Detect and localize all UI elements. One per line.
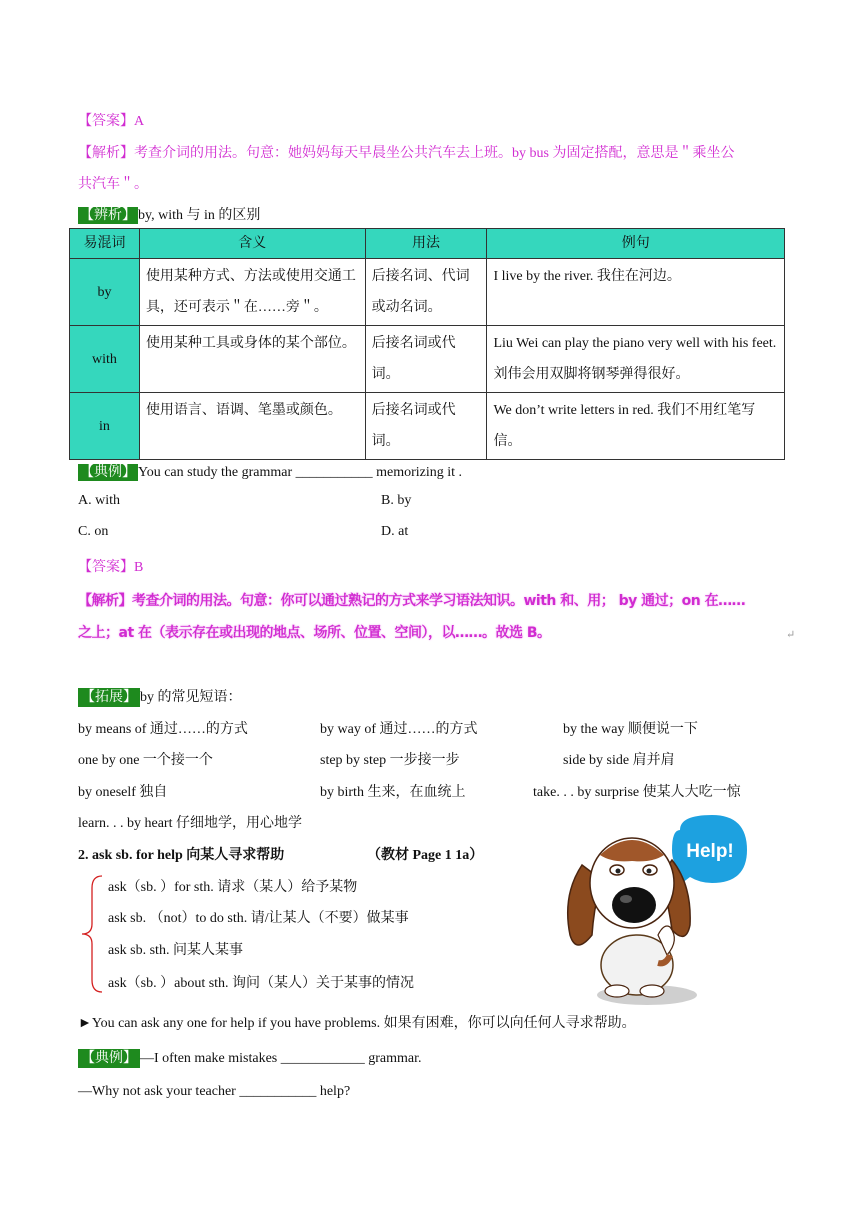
dianli-tag: 【典例】 <box>78 1049 140 1068</box>
ask-item: ask sb. sth. 问某人某事 <box>108 943 243 958</box>
dianli-1 <box>78 461 462 481</box>
table-header: 用法 <box>365 229 487 259</box>
curly-brace-icon <box>80 874 104 994</box>
section-2-title: 2. ask sb. for help 向某人寻求帮助 <box>78 848 285 863</box>
analysis-2-line2: 之上；at 在（表示存在或出现的地点、场所、位置、空间），以……。故选 B。 <box>78 625 551 641</box>
tuozhan-tag: 【拓展】 <box>78 688 140 707</box>
table-row <box>70 259 785 326</box>
table-header: 易混词 <box>70 229 140 259</box>
dianli-question: You can study the grammar ___________ memorizing it . <box>138 465 463 480</box>
ask-item: ask（sb. ）about sth. 询问（某人）关于某事的情况 <box>108 976 415 991</box>
option-c: C. on <box>78 524 109 539</box>
answer-tag: 【答案】 <box>78 114 134 129</box>
phrase: take. . . by surprise 使某人大吃一惊 <box>533 785 741 800</box>
ask-item: ask（sb. ）for sth. 请求（某人）给予某物 <box>108 880 358 895</box>
bianxi-heading <box>78 204 260 224</box>
analysis-1-line1: 【解析】考查介词的用法。句意：她妈妈每天早晨坐公共汽车去上班。by bus 为固定搭配，意思是＂乘坐公 <box>78 146 735 161</box>
table-cell-usage: 后接名词或代词。 <box>365 326 487 393</box>
phrase: by way of 通过……的方式 <box>320 722 478 737</box>
table-cell-meaning: 使用某种工具或身体的某个部位。 <box>139 326 365 393</box>
table-row <box>70 393 785 460</box>
table-cell-word: with <box>70 326 140 393</box>
bubble-text: Help! <box>686 841 734 862</box>
table-cell-word: by <box>70 259 140 326</box>
ask-item: ask sb. （not）to do sth. 请/让某人（不要）做某事 <box>108 911 409 926</box>
phrase: learn. . . by heart 仔细地学，用心地学 <box>78 816 302 831</box>
dianli-2-line1 <box>78 1047 422 1067</box>
bianxi-text: by, with 与 in 的区别 <box>138 208 261 223</box>
dog-help-illustration <box>562 815 752 1010</box>
example-sentence: ►You can ask any one for help if you have problems. 如果有困难，你可以向任何人寻求帮助。 <box>78 1016 636 1031</box>
return-mark-icon: ↵ <box>786 629 796 641</box>
table-cell-meaning: 使用某种方式、方法或使用交通工具，还可表示＂在……旁＂。 <box>139 259 365 326</box>
phrase: by the way 顺便说一下 <box>563 722 698 737</box>
table-cell-usage: 后接名词、代词或动名词。 <box>365 259 487 326</box>
table-cell-example: I live by the river. 我住在河边。 <box>487 259 785 326</box>
table-cell-meaning: 使用语言、语调、笔墨或颜色。 <box>139 393 365 460</box>
section-2-source: （教材 Page 1 1a） <box>367 848 484 863</box>
phrase: by birth 生来，在血统上 <box>320 785 466 800</box>
table-row <box>70 326 785 393</box>
table-cell-example: We don’t write letters in red. 我们不用红笔写信。 <box>487 393 785 460</box>
table-cell-word: in <box>70 393 140 460</box>
phrase: one by one 一个接一个 <box>78 753 213 768</box>
option-b: B. by <box>381 493 412 508</box>
bianxi-tag: 【辨析】 <box>80 208 136 223</box>
answer-1 <box>78 110 144 130</box>
dianli-tag: 【典例】 <box>80 465 136 480</box>
phrase: side by side 肩并肩 <box>563 753 675 768</box>
table-cell-usage: 后接名词或代词。 <box>365 393 487 460</box>
table-cell-example: Liu Wei can play the piano very well with his feet. 刘伟会用双脚将钢琴弹得很好。 <box>487 326 785 393</box>
answer-2 <box>78 556 143 576</box>
option-a: A. with <box>78 493 120 508</box>
answer-value: B <box>134 560 144 575</box>
analysis-2-line1: 【解析】考查介词的用法。句意：你可以通过熟记的方式来学习语法知识。with 和、用； by 通过；on 在…… <box>78 593 746 609</box>
tuozhan-heading <box>78 686 242 706</box>
table-header: 含义 <box>139 229 365 259</box>
phrase: by oneself 独自 <box>78 785 168 800</box>
comparison-table <box>69 228 785 460</box>
table-header-row <box>70 229 785 259</box>
phrase: step by step 一步接一步 <box>320 753 460 768</box>
analysis-1-line2: 共汽车＂。 <box>78 177 148 192</box>
tuozhan-text: by 的常见短语： <box>140 690 242 705</box>
dianli-2-line2: —Why not ask your teacher ___________ help? <box>78 1084 351 1099</box>
table-header: 例句 <box>487 229 785 259</box>
phrase: by means of 通过……的方式 <box>78 722 248 737</box>
answer-tag: 【答案】 <box>78 560 134 575</box>
dianli-question-line1: —I often make mistakes ____________ grammar. <box>140 1051 422 1066</box>
option-d: D. at <box>381 524 409 539</box>
answer-value: A <box>134 114 145 129</box>
